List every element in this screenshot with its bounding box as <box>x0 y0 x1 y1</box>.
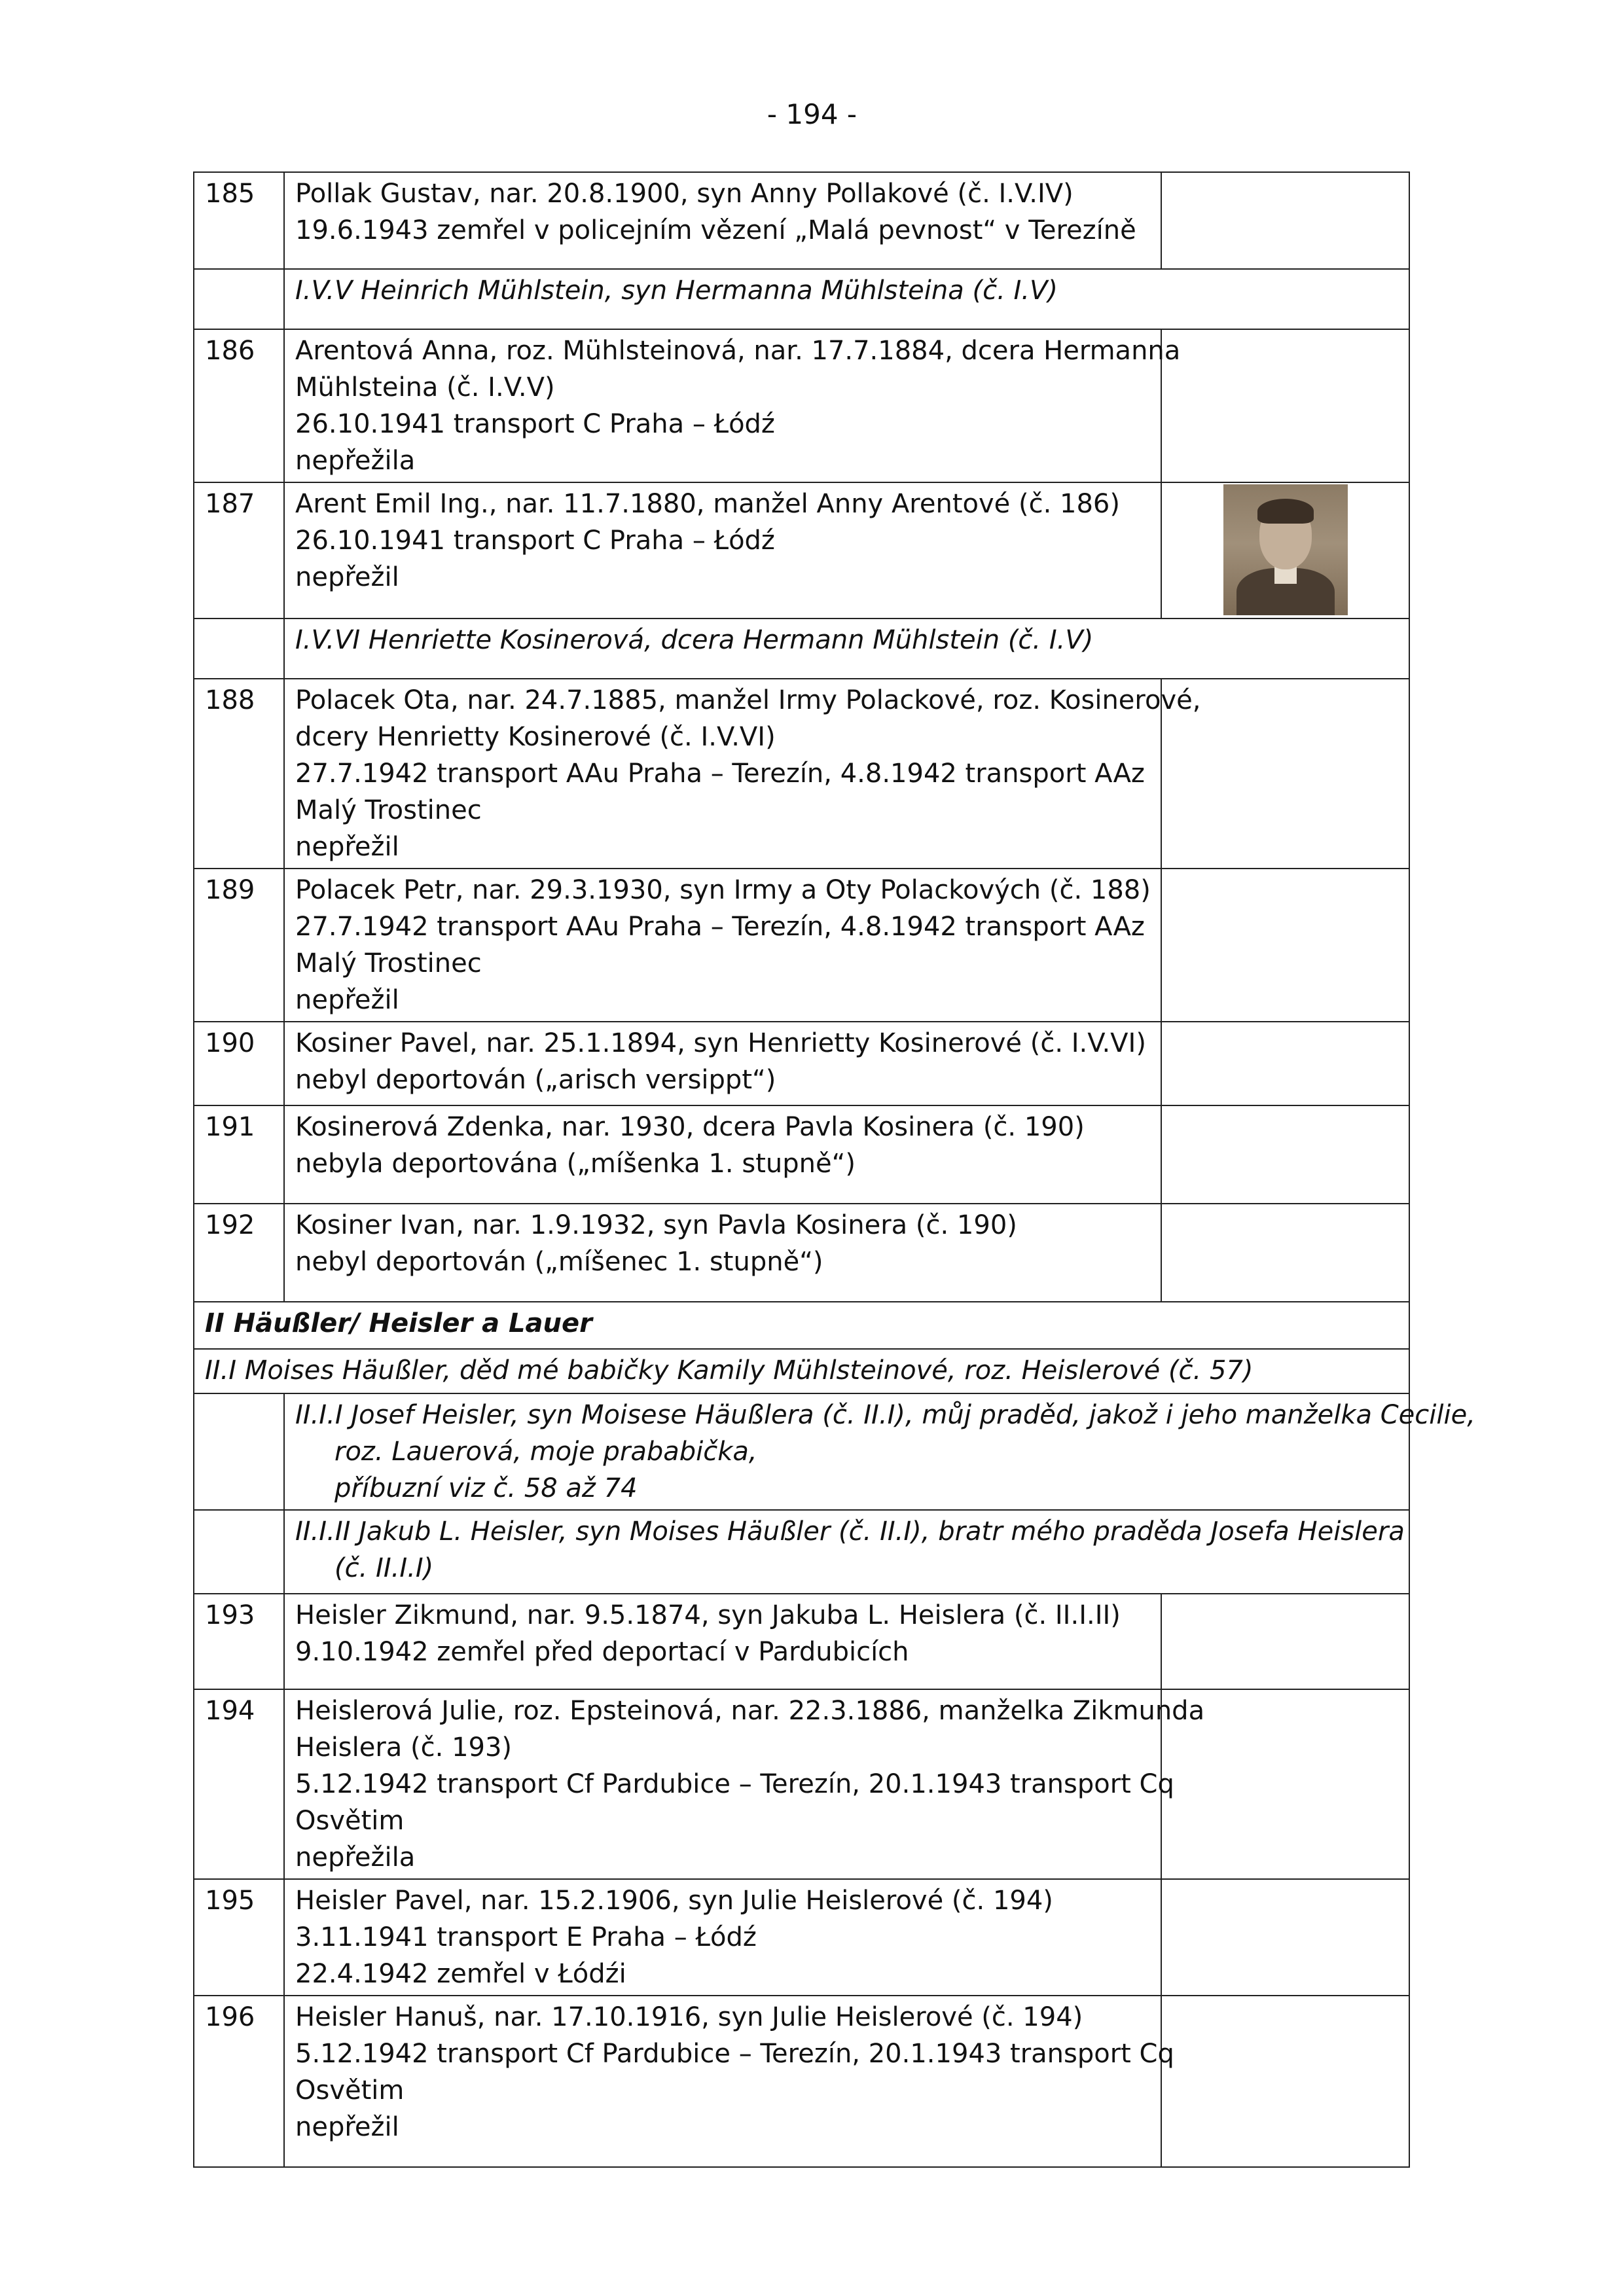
entry-number: 190 <box>194 1022 284 1105</box>
photo-cell <box>1161 1996 1409 2167</box>
entry-line: Heisler Pavel, nar. 15.2.1906, syn Julie Heislerové (č. 194) <box>295 1886 1053 1916</box>
entry-line: Kosiner Ivan, nar. 1.9.1932, syn Pavla Kosinera (č. 190) <box>295 1210 1017 1240</box>
table-row <box>194 1594 1409 1689</box>
entry-line: 27.7.1942 transport AAu Praha – Terezín, 4.8.1942 transport AAz <box>295 912 1145 942</box>
entry-line: 3.11.1941 transport E Praha – Łódź <box>295 1922 757 1952</box>
subsection-row <box>194 269 1409 329</box>
entry-line: Malý Trostinec <box>295 795 482 825</box>
entry-line: nebyl deportován („arisch versippt“) <box>295 1065 776 1095</box>
entry-text <box>284 172 1161 269</box>
entry-number: 193 <box>194 1594 284 1689</box>
table-row <box>194 679 1409 869</box>
entry-number: 195 <box>194 1879 284 1996</box>
entry-line: nebyla deportována („míšenka 1. stupně“) <box>295 1149 856 1179</box>
entry-line: Osvětim <box>295 2075 405 2106</box>
register-table <box>193 171 1475 2168</box>
photo-cell <box>1161 172 1409 269</box>
section-heading <box>284 1393 1475 1510</box>
entry-line: Arent Emil Ing., nar. 11.7.1880, manžel Anny Arentové (č. 186) <box>295 489 1120 519</box>
entry-number: 192 <box>194 1204 284 1302</box>
entry-line: 5.12.1942 transport Cf Pardubice – Terezín, 20.1.1943 transport Cq <box>295 1769 1174 1799</box>
table-row <box>194 1204 1409 1302</box>
entry-line: Heisler Hanuš, nar. 17.10.1916, syn Julie Heislerové (č. 194) <box>295 2002 1083 2032</box>
entry-line: nepřežil <box>295 985 399 1015</box>
heading-line: příbuzní viz č. 58 až 74 <box>334 1473 638 1503</box>
entry-number: 189 <box>194 869 284 1022</box>
section-row <box>194 1302 1409 1349</box>
table-row <box>194 172 1409 269</box>
table-row <box>194 1996 1409 2167</box>
entry-text <box>284 1689 1205 1879</box>
photo-cell <box>1161 329 1409 482</box>
entry-line: 27.7.1942 transport AAu Praha – Terezín, 4.8.1942 transport AAz <box>295 759 1145 789</box>
table-row <box>194 1879 1409 1996</box>
entry-line: Polacek Petr, nar. 29.3.1930, syn Irmy a Oty Polackových (č. 188) <box>295 875 1151 905</box>
entry-number: 188 <box>194 679 284 869</box>
entry-line: Kosinerová Zdenka, nar. 1930, dcera Pavla Kosinera (č. 190) <box>295 1112 1085 1142</box>
heading-line: (č. II.I.I) <box>334 1553 434 1583</box>
empty-cell <box>194 619 284 679</box>
section-row <box>194 1510 1409 1594</box>
entry-line: dcery Henrietty Kosinerové (č. I.V.VI) <box>295 722 776 752</box>
table-row <box>194 1022 1409 1105</box>
entry-line: Mühlsteina (č. I.V.V) <box>295 372 555 403</box>
photo-cell <box>1161 482 1409 619</box>
section-row <box>194 1349 1409 1393</box>
photo-cell <box>1161 1022 1409 1105</box>
subsection-row <box>194 619 1409 679</box>
entry-text <box>284 1022 1161 1105</box>
portrait-hair <box>1257 499 1314 524</box>
entry-text <box>284 329 1181 482</box>
entry-number: 194 <box>194 1689 284 1879</box>
entry-line: 26.10.1941 transport C Praha – Łódź <box>295 409 775 439</box>
table-row <box>194 1105 1409 1204</box>
entry-text <box>284 1594 1161 1689</box>
page-number: - 194 - <box>767 98 857 130</box>
entry-text <box>284 1204 1161 1302</box>
heading-line: II.I.I Josef Heisler, syn Moisese Häußlera (č. II.I), můj praděd, jakož i jeho manželka Cecilie, <box>295 1400 1475 1430</box>
entry-line: nepřežila <box>295 1842 416 1873</box>
empty-cell <box>194 1510 284 1594</box>
entry-text <box>284 1105 1161 1204</box>
table-row <box>194 869 1409 1022</box>
entry-line: 9.10.1942 zemřel před deportací v Pardubicích <box>295 1637 909 1667</box>
section-heading <box>284 1510 1409 1594</box>
entry-text <box>284 869 1161 1022</box>
heading-line: roz. Lauerová, moje prababička, <box>334 1437 757 1467</box>
entry-line: nepřežil <box>295 2112 399 2142</box>
empty-cell <box>194 269 284 329</box>
entry-text <box>284 679 1201 869</box>
entry-line: Heisler Zikmund, nar. 9.5.1874, syn Jakuba L. Heislera (č. II.I.II) <box>295 1600 1121 1630</box>
subsection-heading: I.V.VI Henriette Kosinerová, dcera Hermann Mühlstein (č. I.V) <box>284 619 1409 679</box>
entry-line: Osvětim <box>295 1806 405 1836</box>
entry-line: nepřežila <box>295 446 416 476</box>
section-row <box>194 1393 1409 1510</box>
entry-text <box>284 1996 1174 2167</box>
entry-line: Pollak Gustav, nar. 20.8.1900, syn Anny Pollakové (č. I.V.IV) <box>295 179 1074 209</box>
entry-number: 186 <box>194 329 284 482</box>
photo-cell <box>1161 869 1409 1022</box>
portrait-photo <box>1223 484 1348 615</box>
photo-cell <box>1161 1879 1409 1996</box>
entry-line: nepřežil <box>295 832 399 862</box>
heading-line: II.I.II Jakub L. Heisler, syn Moises Häußler (č. II.I), bratr mého praděda Josefa Heislera <box>295 1516 1405 1547</box>
entry-line: nebyl deportován („míšenec 1. stupně“) <box>295 1247 823 1277</box>
entry-line: Malý Trostinec <box>295 948 482 978</box>
photo-cell <box>1161 1204 1409 1302</box>
entry-line: Polacek Ota, nar. 24.7.1885, manžel Irmy Polackové, roz. Kosinerové, <box>295 685 1201 715</box>
photo-cell <box>1161 1594 1409 1689</box>
entry-number: 196 <box>194 1996 284 2167</box>
table-row <box>194 482 1409 619</box>
subsection-heading: I.V.V Heinrich Mühlstein, syn Hermanna Mühlsteina (č. I.V) <box>284 269 1409 329</box>
table-row <box>194 329 1409 482</box>
entry-line: Kosiner Pavel, nar. 25.1.1894, syn Henrietty Kosinerové (č. I.V.VI) <box>295 1028 1146 1058</box>
entry-line: 22.4.1942 zemřel v Łódźi <box>295 1959 626 1989</box>
entry-line: Heislerová Julie, roz. Epsteinová, nar. 22.3.1886, manželka Zikmunda <box>295 1696 1205 1726</box>
entry-line: 26.10.1941 transport C Praha – Łódź <box>295 526 775 556</box>
entry-text <box>284 1879 1161 1996</box>
entry-line: 19.6.1943 zemřel v policejním vězení „Malá pevnost“ v Terezíně <box>295 215 1136 245</box>
section-heading: II.I Moises Häußler, děd mé babičky Kamily Mühlsteinové, roz. Heislerové (č. 57) <box>194 1349 1409 1393</box>
entry-line: Arentová Anna, roz. Mühlsteinová, nar. 17.7.1884, dcera Hermanna <box>295 336 1181 366</box>
entry-line: Heislera (č. 193) <box>295 1732 513 1763</box>
empty-cell <box>194 1393 284 1510</box>
section-heading: II Häußler/ Heisler a Lauer <box>194 1302 1409 1349</box>
entry-line: 5.12.1942 transport Cf Pardubice – Terezín, 20.1.1943 transport Cq <box>295 2039 1174 2069</box>
entry-number: 187 <box>194 482 284 619</box>
entry-line: nepřežil <box>295 562 399 592</box>
entry-number: 185 <box>194 172 284 269</box>
entry-text <box>284 482 1161 619</box>
photo-cell <box>1161 1105 1409 1204</box>
entry-number: 191 <box>194 1105 284 1204</box>
table-row <box>194 1689 1409 1879</box>
